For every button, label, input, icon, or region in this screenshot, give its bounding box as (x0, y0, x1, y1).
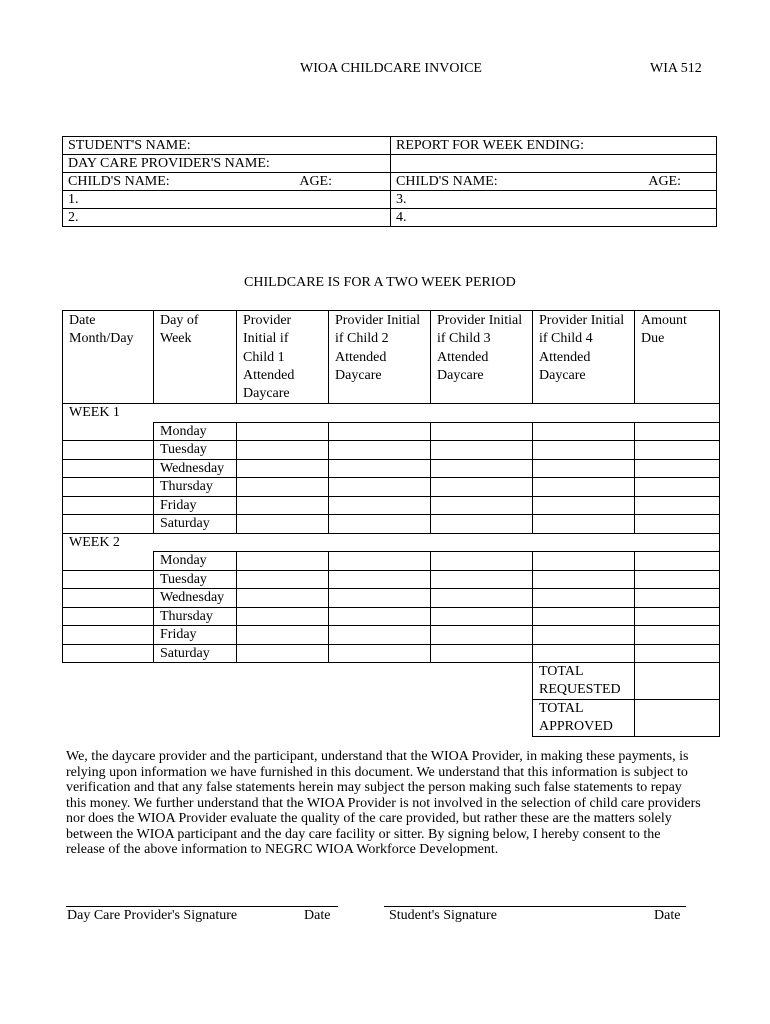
amount-cell[interactable] (635, 441, 720, 460)
child1-cell[interactable] (237, 422, 329, 441)
child1-cell[interactable] (237, 515, 329, 534)
child3-cell[interactable] (431, 589, 533, 608)
table-row (63, 441, 720, 460)
child2-cell[interactable] (329, 552, 431, 571)
child4-cell[interactable] (533, 552, 635, 571)
form-number: WIA 512 (650, 61, 702, 76)
amount-cell[interactable] (635, 644, 720, 663)
child1-cell[interactable] (237, 570, 329, 589)
week-2-label: WEEK 2 (63, 533, 720, 552)
amount-cell[interactable] (635, 459, 720, 478)
child3-cell[interactable] (431, 515, 533, 534)
child-3-field[interactable] (391, 191, 717, 209)
day-cell: Saturday (154, 644, 237, 663)
day-cell: Wednesday (154, 589, 237, 608)
child3-cell[interactable] (431, 422, 533, 441)
week-1-label: WEEK 1 (63, 404, 720, 423)
table-row (63, 589, 720, 608)
col-header-child4: Provider Initial if Child 4 Attended Daycare (533, 311, 635, 404)
table-row (63, 459, 720, 478)
day-cell: Saturday (154, 515, 237, 534)
child4-cell[interactable] (533, 441, 635, 460)
child2-cell[interactable] (329, 570, 431, 589)
date-cell[interactable] (63, 515, 154, 534)
child4-cell[interactable] (533, 589, 635, 608)
child4-cell[interactable] (533, 422, 635, 441)
report-week-field[interactable] (391, 137, 717, 155)
amount-cell[interactable] (635, 515, 720, 534)
amount-cell[interactable] (635, 570, 720, 589)
age-label: AGE: (648, 174, 681, 189)
period-heading: CHILDCARE IS FOR A TWO WEEK PERIOD (244, 275, 516, 290)
child3-cell[interactable] (431, 478, 533, 497)
child1-cell[interactable] (237, 644, 329, 663)
info-blank-cell[interactable] (391, 155, 717, 173)
child2-cell[interactable] (329, 422, 431, 441)
child-2-field[interactable] (63, 209, 391, 227)
child4-cell[interactable] (533, 607, 635, 626)
child2-cell[interactable] (329, 441, 431, 460)
date-cell[interactable] (63, 496, 154, 515)
table-row (63, 552, 720, 571)
child1-cell[interactable] (237, 496, 329, 515)
child1-cell[interactable] (237, 626, 329, 645)
date-cell[interactable] (63, 478, 154, 497)
day-cell: Thursday (154, 607, 237, 626)
amount-cell[interactable] (635, 552, 720, 571)
child2-cell[interactable] (329, 626, 431, 645)
col-header-child3: Provider Initial if Child 3 Attended Daycare (431, 311, 533, 404)
child3-cell[interactable] (431, 644, 533, 663)
date-cell[interactable] (63, 644, 154, 663)
day-cell: Friday (154, 496, 237, 515)
col-header-amount: Amount Due (635, 311, 720, 404)
table-row (63, 515, 720, 534)
date-cell[interactable] (63, 441, 154, 460)
amount-cell[interactable] (635, 607, 720, 626)
child1-cell[interactable] (237, 607, 329, 626)
child1-cell[interactable] (237, 441, 329, 460)
provider-signature-label: Day Care Provider's Signature (67, 908, 238, 923)
provider-signature-line[interactable] (66, 906, 338, 907)
provider-name-field[interactable] (63, 155, 391, 173)
table-row (63, 607, 720, 626)
day-cell: Wednesday (154, 459, 237, 478)
table-row (63, 626, 720, 645)
consent-statement: We, the daycare provider and the participant, understand that the WIOA Provider, in making these payments, is relying upon information we have furnished in this document. We understand that this information is subject to verification and that any false statements herein may subject the person making such false statements to repay this money. We further understand that the WIOA Provider is not involved in the selection of child care providers nor does the WIOA Provider evaluate the quality of the care provided, but rather these are the matters solely between the WIOA participant and the day care facility or sitter. By signing below, I hereby consent to the release of the above information to NEGRC WIOA Workforce Development. (66, 749, 701, 857)
child-2-label: 2. (68, 210, 79, 225)
date-cell[interactable] (63, 570, 154, 589)
amount-cell[interactable] (635, 589, 720, 608)
day-cell: Monday (154, 422, 237, 441)
child2-cell[interactable] (329, 496, 431, 515)
total-approved-amount[interactable] (635, 700, 720, 737)
child-name-label: CHILD'S NAME: (396, 174, 498, 189)
table-row (63, 644, 720, 663)
date-cell[interactable] (63, 422, 154, 441)
child3-cell[interactable] (431, 607, 533, 626)
child3-cell[interactable] (431, 496, 533, 515)
table-row (63, 570, 720, 589)
student-date-label: Date (654, 908, 681, 923)
date-cell[interactable] (63, 589, 154, 608)
child1-cell[interactable] (237, 459, 329, 478)
amount-cell[interactable] (635, 626, 720, 645)
child-name-label: CHILD'S NAME: (68, 174, 170, 189)
day-cell: Tuesday (154, 441, 237, 460)
col-header-day: Day of Week (154, 311, 237, 404)
child2-cell[interactable] (329, 478, 431, 497)
child-1-label: 1. (68, 192, 79, 207)
child1-cell[interactable] (237, 478, 329, 497)
child4-cell[interactable] (533, 459, 635, 478)
col-header-child2: Provider Initial if Child 2 Attended Daycare (329, 311, 431, 404)
form-title: WIOA CHILDCARE INVOICE (300, 61, 482, 76)
amount-cell[interactable] (635, 478, 720, 497)
date-cell[interactable] (63, 552, 154, 571)
total-approved-label: TOTAL APPROVED (533, 700, 635, 737)
child3-cell[interactable] (431, 459, 533, 478)
day-cell: Tuesday (154, 570, 237, 589)
student-name-label: STUDENT'S NAME: (68, 138, 191, 153)
child-1-field[interactable] (63, 191, 391, 209)
child4-cell[interactable] (533, 515, 635, 534)
date-cell[interactable] (63, 626, 154, 645)
child3-cell[interactable] (431, 552, 533, 571)
attendance-grid (62, 310, 720, 737)
child3-cell[interactable] (431, 626, 533, 645)
child2-cell[interactable] (329, 459, 431, 478)
participant-info-box (62, 136, 717, 227)
provider-date-label: Date (304, 908, 331, 923)
day-cell: Thursday (154, 478, 237, 497)
child2-cell[interactable] (329, 607, 431, 626)
amount-cell[interactable] (635, 422, 720, 441)
day-cell: Friday (154, 626, 237, 645)
age-label: AGE: (299, 174, 332, 189)
child-4-label: 4. (396, 210, 407, 225)
child4-cell[interactable] (533, 570, 635, 589)
report-week-label: REPORT FOR WEEK ENDING: (396, 138, 585, 153)
child1-cell[interactable] (237, 552, 329, 571)
provider-name-label: DAY CARE PROVIDER'S NAME: (68, 156, 270, 171)
student-name-field[interactable] (63, 137, 391, 155)
child2-cell[interactable] (329, 515, 431, 534)
child4-cell[interactable] (533, 496, 635, 515)
child3-cell[interactable] (431, 441, 533, 460)
col-header-date: Date Month/Day (63, 311, 154, 404)
child2-cell[interactable] (329, 644, 431, 663)
table-row (63, 478, 720, 497)
child4-cell[interactable] (533, 644, 635, 663)
child-name-header-left (63, 173, 391, 191)
student-signature-label: Student's Signature (389, 908, 497, 923)
child-3-label: 3. (396, 192, 407, 207)
total-requested-amount[interactable] (635, 663, 720, 700)
amount-cell[interactable] (635, 496, 720, 515)
child4-cell[interactable] (533, 478, 635, 497)
child-name-header-right (391, 173, 717, 191)
child4-cell[interactable] (533, 626, 635, 645)
day-cell: Monday (154, 552, 237, 571)
table-row (63, 496, 720, 515)
date-cell[interactable] (63, 459, 154, 478)
table-row (63, 422, 720, 441)
child1-cell[interactable] (237, 589, 329, 608)
child-4-field[interactable] (391, 209, 717, 227)
child2-cell[interactable] (329, 589, 431, 608)
child3-cell[interactable] (431, 570, 533, 589)
col-header-child1: Provider Initial if Child 1 Attended Daycare (237, 311, 329, 404)
total-requested-label: TOTAL REQUESTED (533, 663, 635, 700)
date-cell[interactable] (63, 607, 154, 626)
student-signature-line[interactable] (384, 906, 686, 907)
